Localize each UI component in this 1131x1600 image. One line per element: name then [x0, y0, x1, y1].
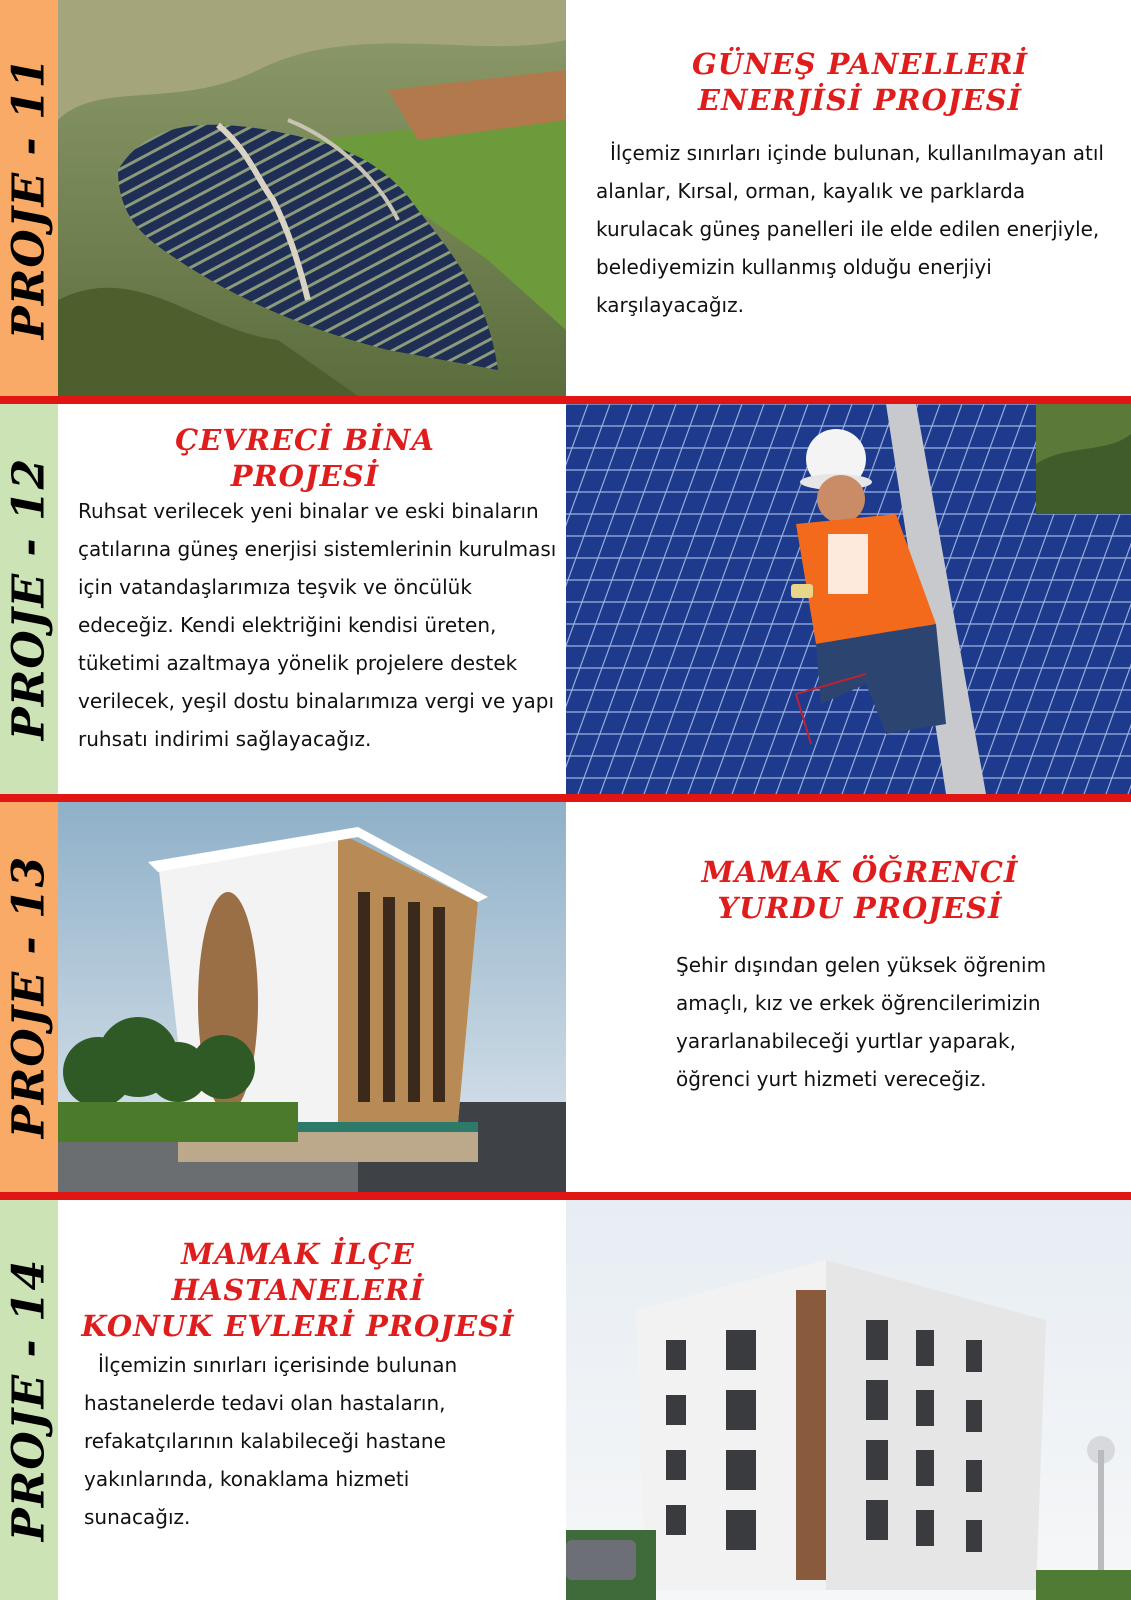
project-14-label: PROJE - 14 [3, 1258, 55, 1542]
project-13-title [680, 854, 1040, 926]
project-13-title-line-1: MAMAK ÖĞRENCİ [701, 855, 1019, 889]
project-12-title [130, 422, 480, 494]
project-13-text: Şehir dışından gelen yüksek öğrenim amaçlı, kız ve erkek öğrencilerimizin yararlanabileceği yurtlar yaparak, öğrenci yurt hizmeti vereceğiz. [676, 953, 1047, 1091]
section-divider-1 [0, 396, 1131, 404]
solar-roof-worker-photo [566, 404, 1131, 794]
project-12-label: PROJE - 12 [3, 457, 55, 741]
project-11-label: PROJE - 11 [3, 56, 55, 340]
project-12-side-tab [0, 404, 58, 794]
project-11-side-tab [0, 0, 58, 396]
project-12-title-line-2: PROJESİ [230, 459, 380, 493]
project-14-title-line-1: MAMAK İLÇE [181, 1237, 415, 1271]
project-13-label: PROJE - 13 [3, 855, 55, 1139]
project-12-description [78, 492, 568, 758]
project-13-description [676, 946, 1086, 1098]
section-divider-3 [0, 1192, 1131, 1200]
project-11-title-line-1: GÜNEŞ PANELLERİ [691, 47, 1029, 81]
project-13-side-tab [0, 802, 58, 1192]
project-11-title-line-2: ENERJİSİ PROJESİ [697, 83, 1023, 117]
project-13-section [0, 802, 1131, 1192]
section-divider-2 [0, 794, 1131, 802]
project-14-side-tab [0, 1200, 58, 1600]
project-14-section [0, 1200, 1131, 1600]
project-14-text: İlçemizin sınırları içerisinde bulunan hastanelerde tedavi olan hastaların, refakatçılarının kalabileceği hastane yakınlarında, konaklama hizmeti sunacağız. [84, 1353, 458, 1529]
project-12-section [0, 404, 1131, 794]
project-12-title-line-1: ÇEVRECİ BİNA [175, 423, 435, 457]
project-11-title [610, 46, 1110, 118]
project-13-title-line-2: YURDU PROJESİ [717, 891, 1003, 925]
project-14-title [78, 1236, 518, 1344]
guesthouse-render [566, 1200, 1131, 1600]
solar-farm-photo [58, 0, 566, 396]
dormitory-render [58, 802, 566, 1192]
project-12-text: Ruhsat verilecek yeni binalar ve eski binaların çatılarına güneş enerjisi sistemlerinin kurulması için vatandaşlarımıza teşvik ve öncülük edeceğiz. Kendi elektriğini kendisi üreten, tüketimi azaltmaya yönelik projelere destek verilecek, yeşil dostu binalarımıza vergi ve yapı ruhsatı indirimi sağlayacağız. [78, 499, 557, 751]
project-11-text: İlçemiz sınırları içinde bulunan, kullanılmayan atıl alanlar, Kırsal, orman, kayalık ve parklarda kurulacak güneş panelleri ile elde edilen enerjiyle, belediyemizin kullanmış olduğu enerjiyi karşılayacağız. [596, 141, 1104, 317]
project-14-title-line-2: HASTANELERİ [171, 1273, 425, 1307]
project-11-section [0, 0, 1131, 396]
project-14-description [84, 1346, 504, 1536]
project-14-title-line-3: KONUK EVLERİ PROJESİ [81, 1309, 515, 1343]
project-11-description [596, 134, 1106, 324]
